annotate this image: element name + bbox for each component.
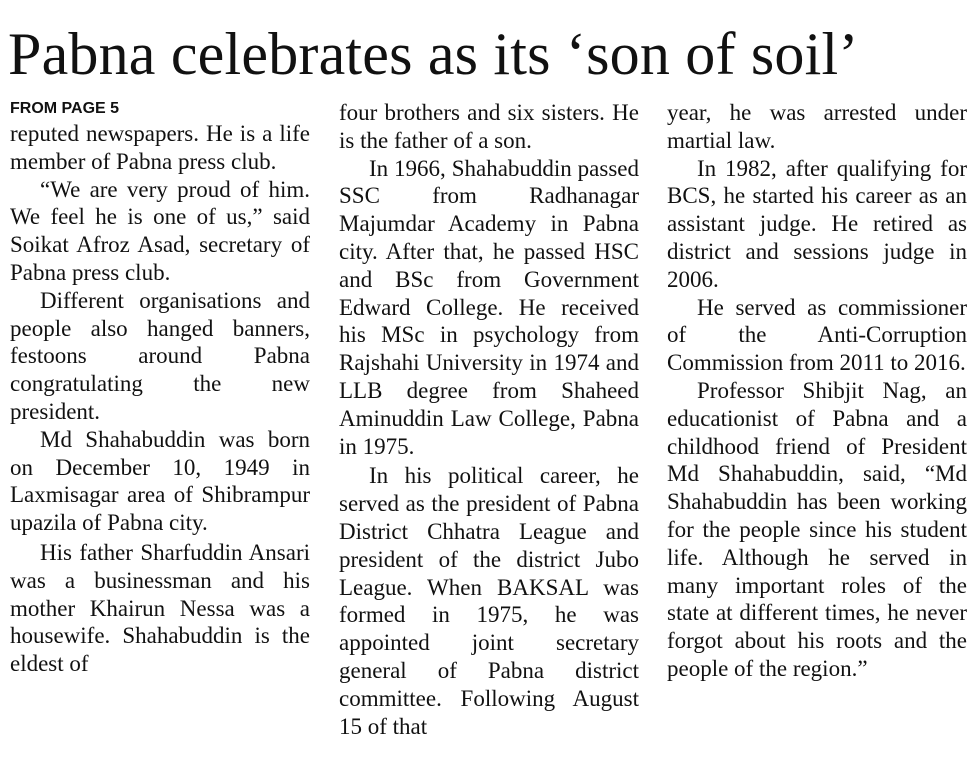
paragraph: four brothers and six sisters. He is the father of a son. xyxy=(339,100,639,153)
column-1 xyxy=(10,99,310,774)
paragraph: year, he was arrested under martial law. xyxy=(667,100,967,153)
paragraph: His father Sharfuddin Ansari was a businessman and his mother Khairun Nessa was a housewife. Shahabuddin is the eldest of xyxy=(10,539,310,677)
paragraph: In his political career, he served as the president of Pabna District Chhatra League and president of the district Jubo League. When BAKSAL was formed in 1975, he was appointed joint secretary general of Pabna district committee. Following August 15 of that xyxy=(339,463,639,739)
paragraph: Md Shahabuddin was born on December 10, 1949 in Laxmisagar area of Shibrampur upazila of Pabna city. xyxy=(10,426,310,536)
column-2 xyxy=(339,99,639,774)
headline: Pabna celebrates as its ‘son of soil’ xyxy=(8,21,859,87)
paragraph: reputed newspapers. He is a life member of Pabna press club. xyxy=(10,121,310,174)
paragraph: “We are very proud of him. We feel he is one of us,” said Soikat Afroz Asad, secretary of Pabna press club. xyxy=(10,176,310,285)
paragraph: He served as commissioner of the Anti-Corruption Commission from 2011 to 2016. xyxy=(667,294,967,376)
paragraph: In 1966, Shahabuddin passed SSC from Radhanagar Majumdar Academy in Pabna city. After that, he passed HSC and BSc from Government Edward College. He received his MSc in psychology from Rajshahi University in 1974 and LLB degree from Shaheed Aminuddin Law College, Pabna in 1975. xyxy=(339,155,639,459)
paragraph: Professor Shibjit Nag, an educationist of Pabna and a childhood friend of President Md Shahabuddin, said, “Md Shahabuddin has been working for the people since his student life. Although he served in many important roles of the state at different times, he never forgot about his roots and the people of the region.” xyxy=(667,377,967,681)
paragraph: Different organisations and people also hanged banners, festoons around Pabna congratulating the new president. xyxy=(10,287,310,424)
column-3 xyxy=(667,99,967,774)
paragraph: In 1982, after qualifying for BCS, he started his career as an assistant judge. He retired as district and sessions judge in 2006. xyxy=(667,155,967,292)
jump-line: FROM PAGE 5 xyxy=(10,100,120,117)
